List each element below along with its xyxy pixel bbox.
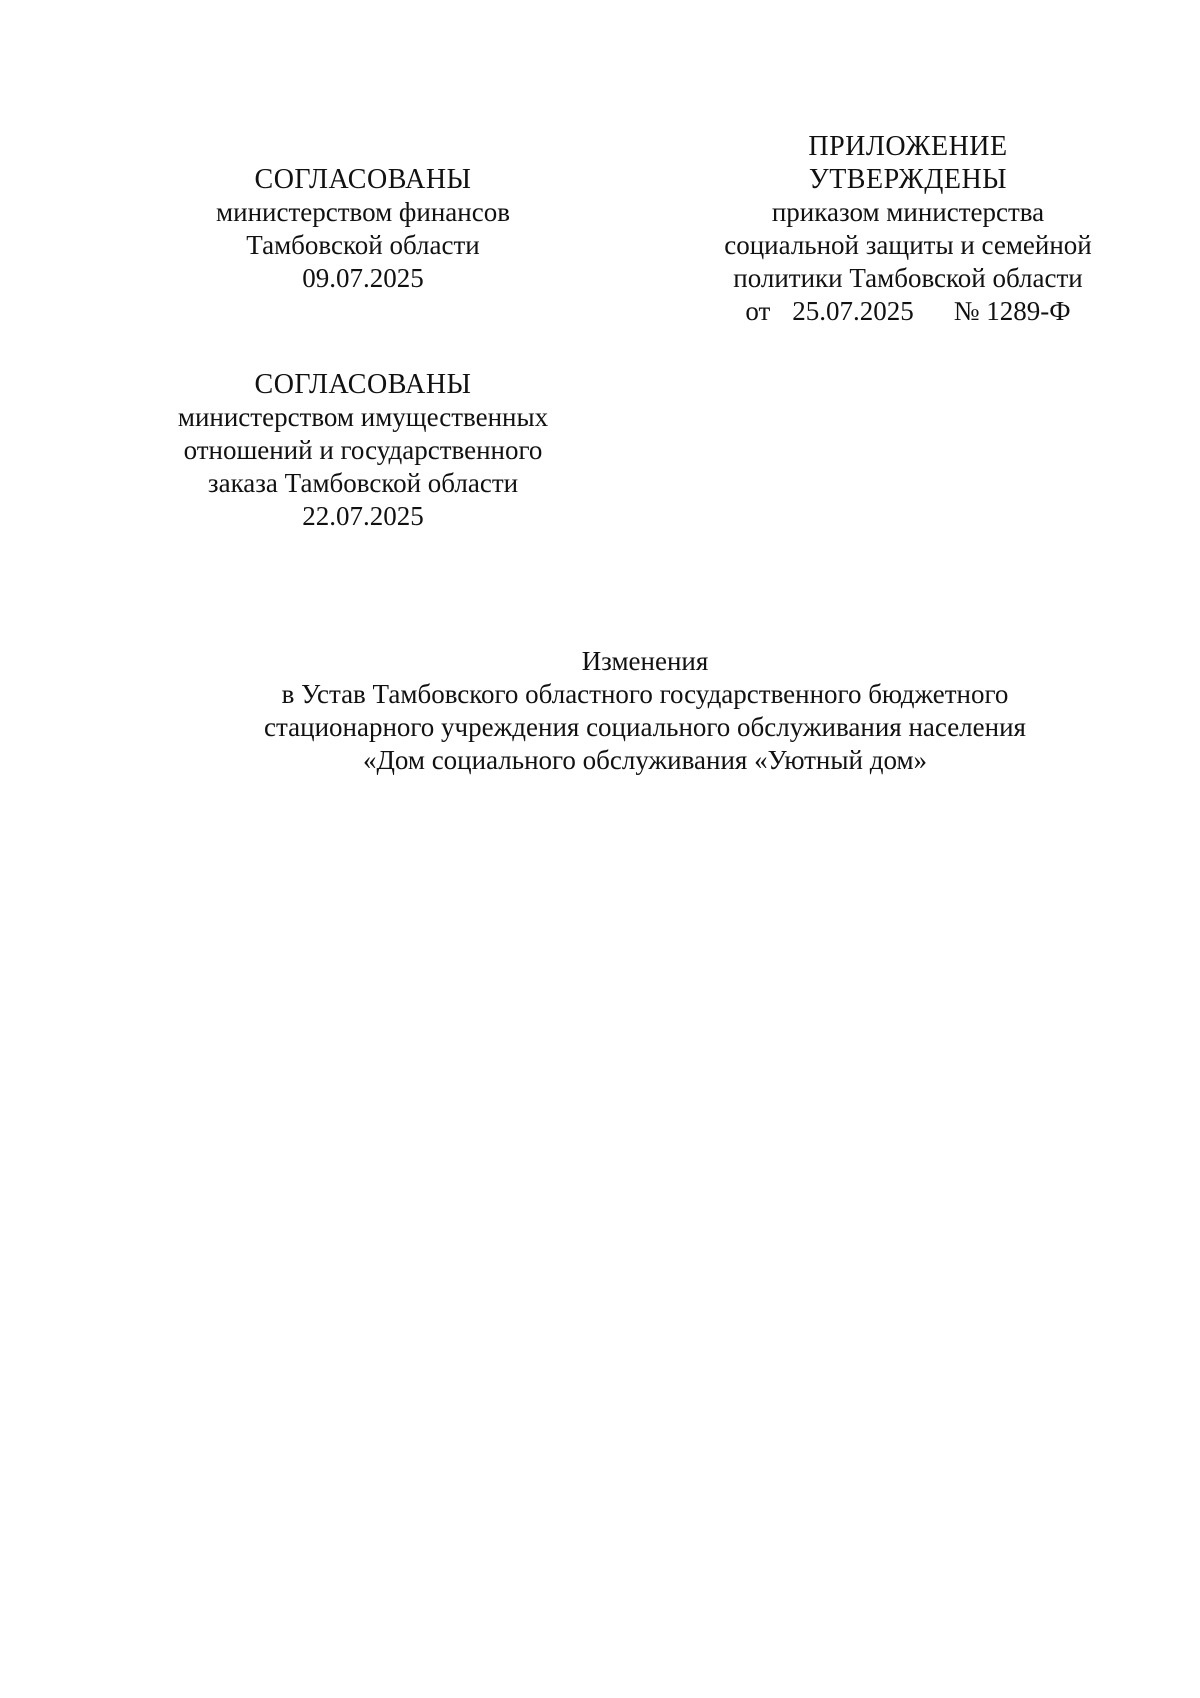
agreement-authority-line: министерством имущественных	[177, 402, 549, 432]
order-number: № 1289-Ф	[953, 296, 1071, 326]
order-from-label: от	[745, 296, 771, 326]
agreement-authority-line: заказа Тамбовской области	[207, 468, 519, 498]
appendix-heading: ПРИЛОЖЕНИЕ	[808, 131, 1008, 162]
agreement-block-property	[163, 368, 563, 533]
approval-order-details	[688, 295, 1128, 328]
agreement-heading: СОГЛАСОВАНЫ	[254, 369, 472, 400]
document-title	[150, 645, 1140, 777]
approval-block	[688, 130, 1128, 328]
agreement-date: 09.07.2025	[302, 263, 424, 293]
agreement-authority-line: отношений и государственного	[183, 435, 543, 465]
approval-order-line: приказом министерства	[771, 197, 1045, 227]
agreement-authority-line: Тамбовской области	[246, 230, 480, 260]
title-line: в Устав Тамбовского областного государственного бюджетного	[281, 679, 1009, 709]
title-line: Изменения	[581, 646, 709, 676]
agreement-authority-line: министерством финансов	[216, 197, 510, 227]
title-line: «Дом социального обслуживания «Уютный дом»	[362, 745, 928, 775]
agreement-date: 22.07.2025	[302, 501, 424, 531]
agreement-block-finance	[163, 163, 563, 295]
approval-order-line: социальной защиты и семейной	[724, 230, 1092, 260]
approval-heading: УТВЕРЖДЕНЫ	[808, 164, 1008, 195]
title-line: стационарного учреждения социального обслуживания населения	[264, 712, 1026, 742]
approval-order-line: политики Тамбовской области	[733, 263, 1083, 293]
order-date: 25.07.2025	[792, 296, 914, 326]
agreement-heading: СОГЛАСОВАНЫ	[254, 164, 472, 195]
